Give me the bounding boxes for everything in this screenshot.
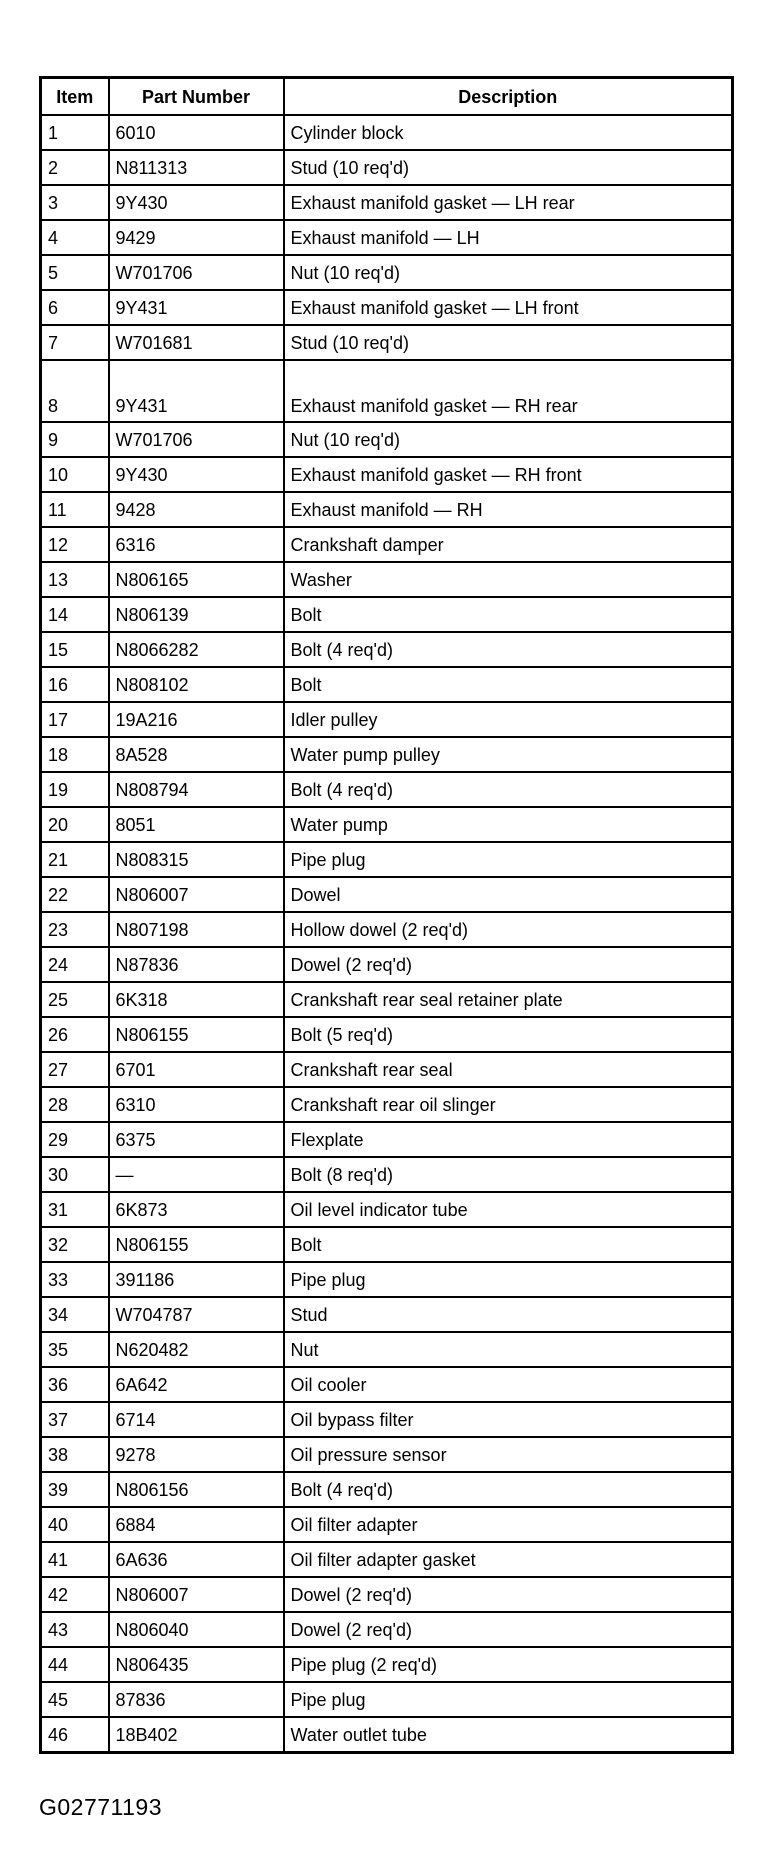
- table-row: [41, 877, 733, 912]
- cell-description: Bolt (4 req'd): [284, 632, 733, 667]
- cell-description: Dowel (2 req'd): [284, 1612, 733, 1647]
- cell-item: 28: [41, 1087, 109, 1122]
- cell-description: Exhaust manifold — RH: [284, 492, 733, 527]
- cell-part-number: N808102: [109, 667, 284, 702]
- cell-description: Crankshaft damper: [284, 527, 733, 562]
- table-header-row: [41, 78, 733, 116]
- table-row: [41, 1402, 733, 1437]
- table-row: [41, 492, 733, 527]
- cell-item: 33: [41, 1262, 109, 1297]
- cell-item: 18: [41, 737, 109, 772]
- cell-description: Bolt: [284, 667, 733, 702]
- table-row: [41, 1542, 733, 1577]
- cell-description: Dowel (2 req'd): [284, 1577, 733, 1612]
- cell-item: 34: [41, 1297, 109, 1332]
- cell-description: Exhaust manifold gasket — RH rear: [284, 360, 733, 422]
- cell-description: Bolt (4 req'd): [284, 772, 733, 807]
- table-row: [41, 737, 733, 772]
- cell-description: Nut (10 req'd): [284, 255, 733, 290]
- table-row: [41, 912, 733, 947]
- cell-description: Pipe plug (2 req'd): [284, 1647, 733, 1682]
- cell-item: 37: [41, 1402, 109, 1437]
- cell-item: 43: [41, 1612, 109, 1647]
- cell-item: 36: [41, 1367, 109, 1402]
- table-row: [41, 422, 733, 457]
- cell-description: Bolt: [284, 597, 733, 632]
- cell-item: 42: [41, 1577, 109, 1612]
- cell-description: Crankshaft rear seal retainer plate: [284, 982, 733, 1017]
- cell-part-number: N806139: [109, 597, 284, 632]
- cell-description: Washer: [284, 562, 733, 597]
- cell-item: 40: [41, 1507, 109, 1542]
- cell-item: 14: [41, 597, 109, 632]
- cell-description: Flexplate: [284, 1122, 733, 1157]
- cell-item: 30: [41, 1157, 109, 1192]
- table-row: [41, 632, 733, 667]
- table-row: [41, 360, 733, 422]
- cell-item: 32: [41, 1227, 109, 1262]
- cell-part-number: W701706: [109, 422, 284, 457]
- cell-part-number: 6K318: [109, 982, 284, 1017]
- cell-item: 31: [41, 1192, 109, 1227]
- table-row: [41, 982, 733, 1017]
- table-row: [41, 1437, 733, 1472]
- cell-description: Bolt (5 req'd): [284, 1017, 733, 1052]
- cell-part-number: 6K873: [109, 1192, 284, 1227]
- parts-table: [39, 76, 734, 1754]
- column-header-part-number: Part Number: [109, 78, 284, 116]
- table-body: [41, 115, 733, 1753]
- table-row: [41, 527, 733, 562]
- cell-item: 45: [41, 1682, 109, 1717]
- cell-part-number: N620482: [109, 1332, 284, 1367]
- cell-part-number: W701681: [109, 325, 284, 360]
- cell-description: Exhaust manifold gasket — LH front: [284, 290, 733, 325]
- cell-part-number: N806040: [109, 1612, 284, 1647]
- cell-part-number: N808794: [109, 772, 284, 807]
- cell-part-number: 9Y430: [109, 185, 284, 220]
- table-row: [41, 1192, 733, 1227]
- cell-part-number: 9278: [109, 1437, 284, 1472]
- cell-item: 44: [41, 1647, 109, 1682]
- cell-description: Crankshaft rear oil slinger: [284, 1087, 733, 1122]
- cell-item: 23: [41, 912, 109, 947]
- table-row: [41, 842, 733, 877]
- cell-part-number: 6701: [109, 1052, 284, 1087]
- cell-item: 25: [41, 982, 109, 1017]
- table-row: [41, 1052, 733, 1087]
- cell-part-number: 6A642: [109, 1367, 284, 1402]
- cell-description: Exhaust manifold gasket — LH rear: [284, 185, 733, 220]
- cell-description: Bolt (4 req'd): [284, 1472, 733, 1507]
- cell-part-number: 18B402: [109, 1717, 284, 1753]
- table-row: [41, 597, 733, 632]
- cell-item: 7: [41, 325, 109, 360]
- cell-description: Oil level indicator tube: [284, 1192, 733, 1227]
- cell-part-number: 6310: [109, 1087, 284, 1122]
- cell-part-number: 9Y431: [109, 360, 284, 422]
- cell-description: Oil bypass filter: [284, 1402, 733, 1437]
- cell-part-number: N806435: [109, 1647, 284, 1682]
- cell-item: 46: [41, 1717, 109, 1753]
- cell-description: Cylinder block: [284, 115, 733, 150]
- cell-item: 10: [41, 457, 109, 492]
- cell-item: 6: [41, 290, 109, 325]
- cell-part-number: N806007: [109, 877, 284, 912]
- cell-item: 19: [41, 772, 109, 807]
- cell-description: Oil filter adapter gasket: [284, 1542, 733, 1577]
- figure-id: G02771193: [39, 1794, 163, 1820]
- table-row: [41, 220, 733, 255]
- cell-description: Pipe plug: [284, 1682, 733, 1717]
- table-row: [41, 1332, 733, 1367]
- cell-description: Crankshaft rear seal: [284, 1052, 733, 1087]
- cell-description: Exhaust manifold — LH: [284, 220, 733, 255]
- cell-item: 39: [41, 1472, 109, 1507]
- cell-description: Hollow dowel (2 req'd): [284, 912, 733, 947]
- cell-part-number: N808315: [109, 842, 284, 877]
- cell-item: 3: [41, 185, 109, 220]
- cell-item: 24: [41, 947, 109, 982]
- table-row: [41, 1507, 733, 1542]
- cell-part-number: 6A636: [109, 1542, 284, 1577]
- table-row: [41, 772, 733, 807]
- cell-part-number: N806155: [109, 1017, 284, 1052]
- table-row: [41, 1682, 733, 1717]
- cell-part-number: W701706: [109, 255, 284, 290]
- cell-description: Water pump pulley: [284, 737, 733, 772]
- table-row: [41, 1717, 733, 1753]
- cell-description: Exhaust manifold gasket — RH front: [284, 457, 733, 492]
- cell-item: 21: [41, 842, 109, 877]
- cell-item: 4: [41, 220, 109, 255]
- column-header-item: Item: [41, 78, 109, 116]
- table-row: [41, 1262, 733, 1297]
- cell-description: Oil pressure sensor: [284, 1437, 733, 1472]
- cell-part-number: N807198: [109, 912, 284, 947]
- cell-part-number: 9Y430: [109, 457, 284, 492]
- cell-description: Bolt: [284, 1227, 733, 1262]
- cell-item: 27: [41, 1052, 109, 1087]
- cell-item: 35: [41, 1332, 109, 1367]
- cell-description: Stud (10 req'd): [284, 325, 733, 360]
- cell-part-number: N806155: [109, 1227, 284, 1262]
- cell-item: 11: [41, 492, 109, 527]
- cell-item: 13: [41, 562, 109, 597]
- cell-part-number: 391186: [109, 1262, 284, 1297]
- cell-description: Water pump: [284, 807, 733, 842]
- cell-part-number: N811313: [109, 150, 284, 185]
- cell-part-number: 9428: [109, 492, 284, 527]
- table-row: [41, 1612, 733, 1647]
- cell-part-number: 87836: [109, 1682, 284, 1717]
- cell-description: Water outlet tube: [284, 1717, 733, 1753]
- cell-description: Idler pulley: [284, 702, 733, 737]
- cell-item: 26: [41, 1017, 109, 1052]
- table-row: [41, 562, 733, 597]
- cell-item: 38: [41, 1437, 109, 1472]
- table-row: [41, 115, 733, 150]
- table-row: [41, 702, 733, 737]
- cell-part-number: N806007: [109, 1577, 284, 1612]
- cell-part-number: N806156: [109, 1472, 284, 1507]
- cell-description: Pipe plug: [284, 842, 733, 877]
- table-row: [41, 150, 733, 185]
- cell-part-number: 9429: [109, 220, 284, 255]
- cell-item: 17: [41, 702, 109, 737]
- cell-item: 5: [41, 255, 109, 290]
- cell-description: Oil cooler: [284, 1367, 733, 1402]
- cell-part-number: N806165: [109, 562, 284, 597]
- cell-item: 1: [41, 115, 109, 150]
- cell-part-number: 6010: [109, 115, 284, 150]
- cell-description: Nut (10 req'd): [284, 422, 733, 457]
- table-row: [41, 325, 733, 360]
- table-row: [41, 1367, 733, 1402]
- cell-description: Bolt (8 req'd): [284, 1157, 733, 1192]
- table-row: [41, 947, 733, 982]
- cell-item: 16: [41, 667, 109, 702]
- table-row: [41, 1122, 733, 1157]
- cell-item: 41: [41, 1542, 109, 1577]
- cell-description: Oil filter adapter: [284, 1507, 733, 1542]
- table-row: [41, 667, 733, 702]
- cell-description: Pipe plug: [284, 1262, 733, 1297]
- cell-part-number: 6375: [109, 1122, 284, 1157]
- cell-item: 2: [41, 150, 109, 185]
- cell-part-number: 19A216: [109, 702, 284, 737]
- cell-item: 15: [41, 632, 109, 667]
- table-row: [41, 1577, 733, 1612]
- cell-part-number: 9Y431: [109, 290, 284, 325]
- table-row: [41, 1017, 733, 1052]
- cell-part-number: W704787: [109, 1297, 284, 1332]
- cell-part-number: —: [109, 1157, 284, 1192]
- cell-description: Dowel (2 req'd): [284, 947, 733, 982]
- table-row: [41, 1647, 733, 1682]
- cell-description: Dowel: [284, 877, 733, 912]
- table-row: [41, 1472, 733, 1507]
- cell-item: 22: [41, 877, 109, 912]
- cell-item: 9: [41, 422, 109, 457]
- table-row: [41, 1157, 733, 1192]
- table-row: [41, 255, 733, 290]
- cell-description: Stud (10 req'd): [284, 150, 733, 185]
- table-row: [41, 457, 733, 492]
- table-row: [41, 1087, 733, 1122]
- table-row: [41, 1297, 733, 1332]
- cell-item: 29: [41, 1122, 109, 1157]
- table-row: [41, 290, 733, 325]
- cell-part-number: N87836: [109, 947, 284, 982]
- cell-part-number: 6884: [109, 1507, 284, 1542]
- cell-part-number: 6714: [109, 1402, 284, 1437]
- table-row: [41, 185, 733, 220]
- column-header-description: Description: [284, 78, 733, 116]
- cell-part-number: 8051: [109, 807, 284, 842]
- cell-item: 20: [41, 807, 109, 842]
- cell-part-number: N8066282: [109, 632, 284, 667]
- cell-item: 12: [41, 527, 109, 562]
- cell-part-number: 8A528: [109, 737, 284, 772]
- cell-description: Nut: [284, 1332, 733, 1367]
- table-row: [41, 807, 733, 842]
- cell-part-number: 6316: [109, 527, 284, 562]
- cell-item: 8: [41, 360, 109, 422]
- table-row: [41, 1227, 733, 1262]
- cell-description: Stud: [284, 1297, 733, 1332]
